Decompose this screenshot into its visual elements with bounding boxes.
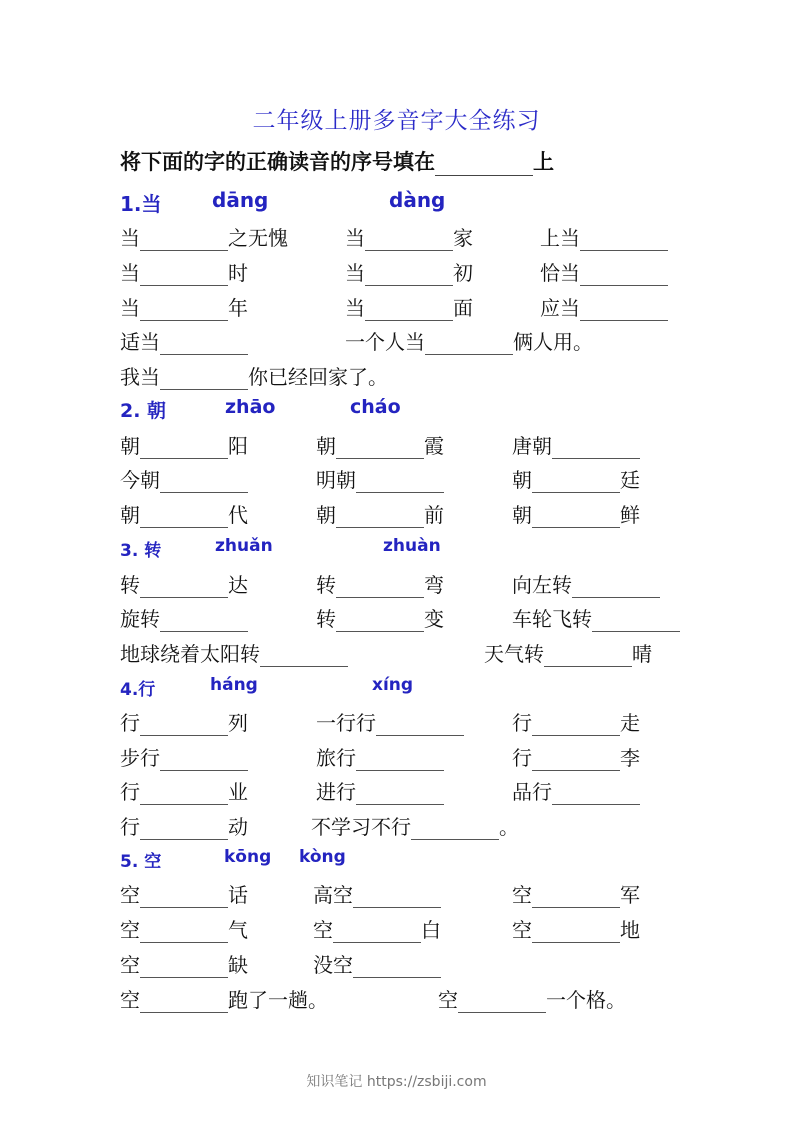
item-suffix: 你已经回家了。 [248, 365, 388, 389]
answer-blank[interactable] [458, 990, 546, 1013]
item-prefix: 行 [120, 780, 140, 804]
item-prefix: 向左转 [512, 573, 572, 597]
answer-blank[interactable] [365, 263, 453, 286]
item-prefix: 车轮飞转 [512, 607, 592, 631]
exercise-item [120, 914, 248, 943]
item-prefix: 行 [120, 711, 140, 735]
item-suffix: 达 [228, 573, 248, 597]
item-suffix: 俩人用。 [513, 330, 593, 354]
exercise-item [484, 638, 652, 667]
answer-blank[interactable] [140, 505, 228, 528]
answer-blank[interactable] [580, 263, 668, 286]
exercise-item [512, 742, 640, 771]
instruction [120, 146, 554, 176]
answer-blank[interactable] [411, 817, 499, 840]
answer-blank[interactable] [140, 713, 228, 736]
item-prefix: 行 [120, 815, 140, 839]
answer-blank[interactable] [140, 920, 228, 943]
exercise-item [120, 879, 248, 908]
item-suffix: 李 [620, 746, 640, 770]
answer-blank[interactable] [356, 470, 444, 493]
answer-blank[interactable] [336, 609, 424, 632]
item-prefix: 朝 [120, 434, 140, 458]
answer-blank[interactable] [140, 575, 228, 598]
item-prefix: 空 [313, 918, 333, 942]
answer-blank[interactable] [160, 609, 248, 632]
pinyin-label: dàng [389, 188, 446, 212]
answer-blank[interactable] [376, 713, 464, 736]
item-prefix: 当 [120, 296, 140, 320]
item-prefix: 朝 [512, 468, 532, 492]
item-prefix: 朝 [316, 434, 336, 458]
item-prefix: 朝 [316, 503, 336, 527]
item-suffix: 动 [228, 815, 248, 839]
answer-blank[interactable] [544, 644, 632, 667]
item-prefix: 我当 [120, 365, 160, 389]
exercise-item [316, 464, 444, 493]
item-prefix: 天气转 [484, 642, 544, 666]
exercise-item [316, 569, 444, 598]
pinyin-label: dāng [212, 188, 269, 212]
section-heading-char: 2. 朝 [120, 400, 167, 422]
item-prefix: 恰当 [540, 261, 580, 285]
exercise-item [120, 984, 328, 1013]
item-prefix: 地球绕着太阳转 [120, 642, 260, 666]
exercise-item [512, 430, 640, 459]
answer-blank[interactable] [140, 782, 228, 805]
exercise-item [120, 257, 248, 286]
item-prefix: 适当 [120, 330, 160, 354]
answer-blank[interactable] [336, 505, 424, 528]
exercise-item [316, 603, 444, 632]
answer-blank[interactable] [353, 955, 441, 978]
exercise-item [311, 811, 519, 840]
exercise-item [120, 776, 248, 805]
item-prefix: 高空 [313, 883, 353, 907]
pinyin-label: xíng [372, 675, 414, 695]
item-suffix: 家 [453, 226, 473, 250]
exercise-item [512, 603, 680, 632]
exercise-item [120, 430, 248, 459]
item-suffix: 廷 [620, 468, 640, 492]
item-suffix: 变 [424, 607, 444, 631]
answer-blank[interactable] [140, 885, 228, 908]
exercise-item [313, 949, 441, 978]
exercise-item [120, 361, 388, 390]
exercise-item [512, 776, 640, 805]
item-suffix: 走 [620, 711, 640, 735]
item-suffix: 缺 [228, 953, 248, 977]
answer-blank[interactable] [572, 575, 660, 598]
exercise-item [120, 638, 348, 667]
exercise-item [120, 742, 248, 771]
answer-blank[interactable] [140, 817, 228, 840]
exercise-item [316, 707, 464, 736]
item-prefix: 空 [120, 918, 140, 942]
page-title: 二年级上册多音字大全练习 [252, 108, 541, 134]
answer-blank[interactable] [532, 713, 620, 736]
item-prefix: 空 [438, 988, 458, 1012]
section-heading-char: 3. 转 [120, 541, 162, 561]
item-prefix: 当 [345, 226, 365, 250]
footer-watermark: 知识笔记 https://zsbiji.com [306, 1074, 487, 1090]
answer-blank[interactable] [353, 885, 441, 908]
answer-blank[interactable] [592, 609, 680, 632]
item-suffix: 霞 [424, 434, 444, 458]
answer-blank[interactable] [365, 298, 453, 321]
exercise-item [438, 984, 626, 1013]
section-heading-char: 5. 空 [120, 852, 162, 872]
item-prefix: 当 [345, 261, 365, 285]
item-prefix: 今朝 [120, 468, 160, 492]
item-prefix: 空 [512, 918, 532, 942]
item-prefix: 旋转 [120, 607, 160, 631]
item-suffix: 一个格。 [546, 988, 626, 1012]
pinyin-label: háng [210, 675, 258, 695]
item-prefix: 当 [120, 261, 140, 285]
answer-blank[interactable] [532, 920, 620, 943]
answer-blank[interactable] [160, 332, 248, 355]
item-suffix: 晴 [632, 642, 652, 666]
exercise-item [120, 499, 248, 528]
section-heading-char: 4.行 [120, 680, 156, 700]
item-prefix: 步行 [120, 746, 160, 770]
answer-blank[interactable] [140, 228, 228, 251]
item-suffix: 鲜 [620, 503, 640, 527]
item-suffix: 代 [228, 503, 248, 527]
exercise-item [120, 603, 248, 632]
item-prefix: 上当 [540, 226, 580, 250]
exercise-item [540, 257, 668, 286]
answer-blank[interactable] [552, 436, 640, 459]
exercise-item [120, 292, 248, 321]
answer-blank[interactable] [160, 748, 248, 771]
pinyin-label: kòng [299, 847, 346, 867]
pinyin-label: zhāo [225, 396, 276, 418]
answer-blank[interactable] [140, 263, 228, 286]
pinyin-label: cháo [350, 396, 401, 418]
item-suffix: 面 [453, 296, 473, 320]
exercise-item [120, 569, 248, 598]
answer-blank[interactable] [532, 470, 620, 493]
item-prefix: 空 [512, 883, 532, 907]
item-prefix: 一行行 [316, 711, 376, 735]
answer-blank[interactable] [336, 436, 424, 459]
item-suffix: 气 [228, 918, 248, 942]
item-suffix: 弯 [424, 573, 444, 597]
exercise-item [345, 326, 593, 355]
exercise-item [345, 292, 473, 321]
item-prefix: 转 [120, 573, 140, 597]
answer-blank[interactable] [580, 228, 668, 251]
item-suffix: 之无愧 [228, 226, 288, 250]
instruction-text-end: 上 [533, 150, 554, 174]
answer-blank[interactable] [356, 782, 444, 805]
item-suffix: 军 [620, 883, 640, 907]
exercise-item [345, 222, 473, 251]
answer-blank[interactable] [336, 575, 424, 598]
item-suffix: 白 [421, 918, 441, 942]
item-prefix: 朝 [120, 503, 140, 527]
exercise-item [120, 811, 248, 840]
item-prefix: 空 [120, 953, 140, 977]
answer-blank[interactable] [160, 367, 248, 390]
answer-blank[interactable] [552, 782, 640, 805]
answer-blank[interactable] [425, 332, 513, 355]
answer-blank [435, 155, 533, 176]
exercise-item [120, 464, 248, 493]
item-suffix: 阳 [228, 434, 248, 458]
exercise-item [120, 326, 248, 355]
pinyin-label: zhuǎn [215, 536, 273, 556]
exercise-item [316, 499, 444, 528]
item-suffix: 。 [499, 815, 519, 839]
answer-blank[interactable] [140, 298, 228, 321]
exercise-item [316, 742, 444, 771]
item-prefix: 品行 [512, 780, 552, 804]
exercise-item [512, 707, 640, 736]
answer-blank[interactable] [140, 436, 228, 459]
exercise-item [313, 879, 441, 908]
exercise-item [540, 222, 668, 251]
pinyin-label: zhuàn [383, 536, 441, 556]
answer-blank[interactable] [260, 644, 348, 667]
item-prefix: 行 [512, 711, 532, 735]
exercise-item [512, 569, 660, 598]
exercise-item [512, 914, 640, 943]
exercise-item [120, 949, 248, 978]
item-prefix: 一个人当 [345, 330, 425, 354]
exercise-item [512, 499, 640, 528]
item-suffix: 地 [620, 918, 640, 942]
answer-blank[interactable] [333, 920, 421, 943]
answer-blank[interactable] [140, 990, 228, 1013]
item-suffix: 年 [228, 296, 248, 320]
item-prefix: 应当 [540, 296, 580, 320]
item-prefix: 转 [316, 607, 336, 631]
item-prefix: 行 [512, 746, 532, 770]
instruction-text: 将下面的字的正确读音的序号填在 [120, 150, 435, 174]
pinyin-label: kōng [224, 847, 272, 867]
item-suffix: 话 [228, 883, 248, 907]
answer-blank[interactable] [365, 228, 453, 251]
item-prefix: 不学习不行 [311, 815, 411, 839]
item-suffix: 时 [228, 261, 248, 285]
answer-blank[interactable] [580, 298, 668, 321]
exercise-item [120, 222, 288, 251]
item-prefix: 空 [120, 988, 140, 1012]
item-suffix: 跑了一趟。 [228, 988, 328, 1012]
item-prefix: 空 [120, 883, 140, 907]
exercise-item [313, 914, 441, 943]
answer-blank[interactable] [140, 955, 228, 978]
answer-blank[interactable] [532, 885, 620, 908]
item-suffix: 初 [453, 261, 473, 285]
exercise-item [316, 776, 444, 805]
item-prefix: 进行 [316, 780, 356, 804]
item-prefix: 明朝 [316, 468, 356, 492]
item-suffix: 业 [228, 780, 248, 804]
answer-blank[interactable] [532, 505, 620, 528]
exercise-item [316, 430, 444, 459]
exercise-item [345, 257, 473, 286]
item-prefix: 旅行 [316, 746, 356, 770]
answer-blank[interactable] [532, 748, 620, 771]
exercise-item [512, 464, 640, 493]
answer-blank[interactable] [356, 748, 444, 771]
item-prefix: 转 [316, 573, 336, 597]
exercise-item [512, 879, 640, 908]
section-heading-char: 1.当 [120, 192, 162, 216]
exercise-item [540, 292, 668, 321]
item-prefix: 唐朝 [512, 434, 552, 458]
exercise-item [120, 707, 248, 736]
item-suffix: 列 [228, 711, 248, 735]
item-prefix: 没空 [313, 953, 353, 977]
answer-blank[interactable] [160, 470, 248, 493]
item-prefix: 当 [345, 296, 365, 320]
item-prefix: 当 [120, 226, 140, 250]
item-suffix: 前 [424, 503, 444, 527]
item-prefix: 朝 [512, 503, 532, 527]
